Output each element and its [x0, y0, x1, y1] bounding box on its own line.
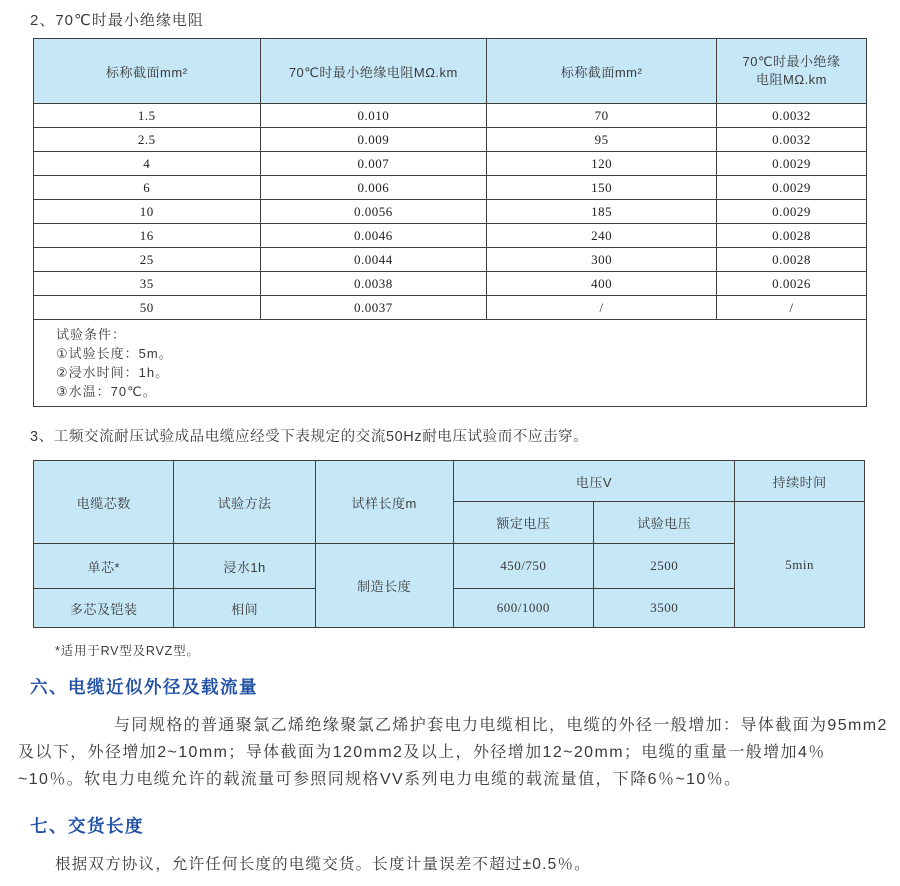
cell: 0.0028 — [717, 224, 867, 248]
cell-multi-core: 多芯及铠装 — [34, 589, 174, 628]
test-condition-length: ①试验长度：5m。 — [56, 346, 173, 361]
cell: 240 — [487, 224, 717, 248]
header-cable-cores: 电缆芯数 — [34, 461, 174, 544]
cell: 0.006 — [260, 176, 487, 200]
table-row — [34, 296, 867, 320]
cell: 0.010 — [260, 104, 487, 128]
cell: 0.009 — [260, 128, 487, 152]
resistance-header-row — [34, 39, 867, 104]
cell-test-single: 2500 — [594, 544, 735, 589]
section-7-heading: 七、交货长度 — [30, 816, 144, 836]
header-nominal-section-2: 标称截面mm² — [487, 39, 717, 104]
header-test-method: 试验方法 — [174, 461, 315, 544]
conditions-row — [34, 320, 867, 407]
cell: 25 — [34, 248, 261, 272]
cell: 70 — [487, 104, 717, 128]
cell: 1.5 — [34, 104, 261, 128]
table-row — [34, 272, 867, 296]
header-nominal-section-1: 标称截面mm² — [34, 39, 261, 104]
paragraph-line: ~10％。软电力电缆允许的载流量可参照同规格VV系列电力电缆的载流量值，下降6％~10％。 — [18, 771, 742, 788]
paragraph-line: 及以下，外径增加2~10mm；导体截面为120mm2及以上，外径增加12~20mm；电缆的重量一般增加4％ — [18, 744, 826, 761]
section-6-paragraph — [18, 712, 900, 793]
table-row — [34, 200, 867, 224]
cell: 0.0044 — [260, 248, 487, 272]
cell: 0.0029 — [717, 200, 867, 224]
cell: 10 — [34, 200, 261, 224]
cell: 0.0026 — [717, 272, 867, 296]
cell: 0.0056 — [260, 200, 487, 224]
paragraph-line: 与同规格的普通聚氯乙烯绝缘聚氯乙烯护套电力电缆相比，电缆的外径一般增加：导体截面为95mm2 — [114, 717, 888, 734]
cell-test-multi: 3500 — [594, 589, 735, 628]
table-row — [34, 128, 867, 152]
cell: 120 — [487, 152, 717, 176]
cell-manufacture-length: 制造长度 — [315, 544, 453, 628]
cell: 35 — [34, 272, 261, 296]
header-sample-length: 试样长度m — [315, 461, 453, 544]
cell: 16 — [34, 224, 261, 248]
table-row — [34, 176, 867, 200]
cell-multi-method: 相间 — [174, 589, 315, 628]
cell: 400 — [487, 272, 717, 296]
cell: 4 — [34, 152, 261, 176]
cell: 0.0029 — [717, 176, 867, 200]
cell: / — [717, 296, 867, 320]
cell-rated-single: 450/750 — [453, 544, 593, 589]
header-min-resistance-2 — [717, 39, 867, 104]
cell: 0.0028 — [717, 248, 867, 272]
cell: 50 — [34, 296, 261, 320]
test-conditions-cell — [34, 320, 867, 407]
cell: 0.0037 — [260, 296, 487, 320]
table-row — [34, 224, 867, 248]
cell-single-method: 浸水1h — [174, 544, 315, 589]
section-3-text: 3、工频交流耐压试验成品电缆应经受下表规定的交流50Hz耐电压试验而不应击穿。 — [30, 429, 589, 445]
section-7-text: 根据双方协议，允许任何长度的电缆交货。长度计量误差不超过±0.5％。 — [55, 856, 591, 873]
cell: 0.007 — [260, 152, 487, 176]
voltage-header-row-1 — [34, 461, 865, 502]
section-6-heading: 六、电缆近似外径及载流量 — [30, 677, 258, 697]
cell: / — [487, 296, 717, 320]
table-row — [34, 248, 867, 272]
voltage-table — [33, 460, 865, 628]
test-conditions-title: 试验条件： — [56, 327, 127, 342]
cell-single-core: 单芯* — [34, 544, 174, 589]
header-voltage-group: 电压V — [453, 461, 735, 502]
voltage-table-footnote: *适用于RV型及RVZ型。 — [55, 644, 200, 658]
cell: 2.5 — [34, 128, 261, 152]
header-min-resistance-2-line1: 70℃时最小绝缘 — [742, 54, 841, 69]
cell-duration-value: 5min — [735, 502, 865, 628]
header-rated-voltage: 额定电压 — [453, 502, 593, 544]
test-condition-temperature: ③水温：70℃。 — [56, 384, 157, 399]
cell: 300 — [487, 248, 717, 272]
resistance-table — [33, 38, 867, 407]
cell: 95 — [487, 128, 717, 152]
cell: 0.0046 — [260, 224, 487, 248]
cell: 150 — [487, 176, 717, 200]
cell-rated-multi: 600/1000 — [453, 589, 593, 628]
cell: 0.0038 — [260, 272, 487, 296]
header-duration: 持续时间 — [735, 461, 865, 502]
table-row — [34, 152, 867, 176]
cell: 185 — [487, 200, 717, 224]
section-2-heading: 2、70℃时最小绝缘电阻 — [30, 12, 204, 29]
cell: 0.0029 — [717, 152, 867, 176]
table-row — [34, 104, 867, 128]
cell: 6 — [34, 176, 261, 200]
test-condition-immersion: ②浸水时间：1h。 — [56, 365, 170, 380]
cell: 0.0032 — [717, 104, 867, 128]
header-min-resistance-1: 70℃时最小绝缘电阻MΩ.km — [260, 39, 487, 104]
header-test-voltage: 试验电压 — [594, 502, 735, 544]
cell: 0.0032 — [717, 128, 867, 152]
header-min-resistance-2-line2: 电阻MΩ.km — [756, 72, 828, 87]
